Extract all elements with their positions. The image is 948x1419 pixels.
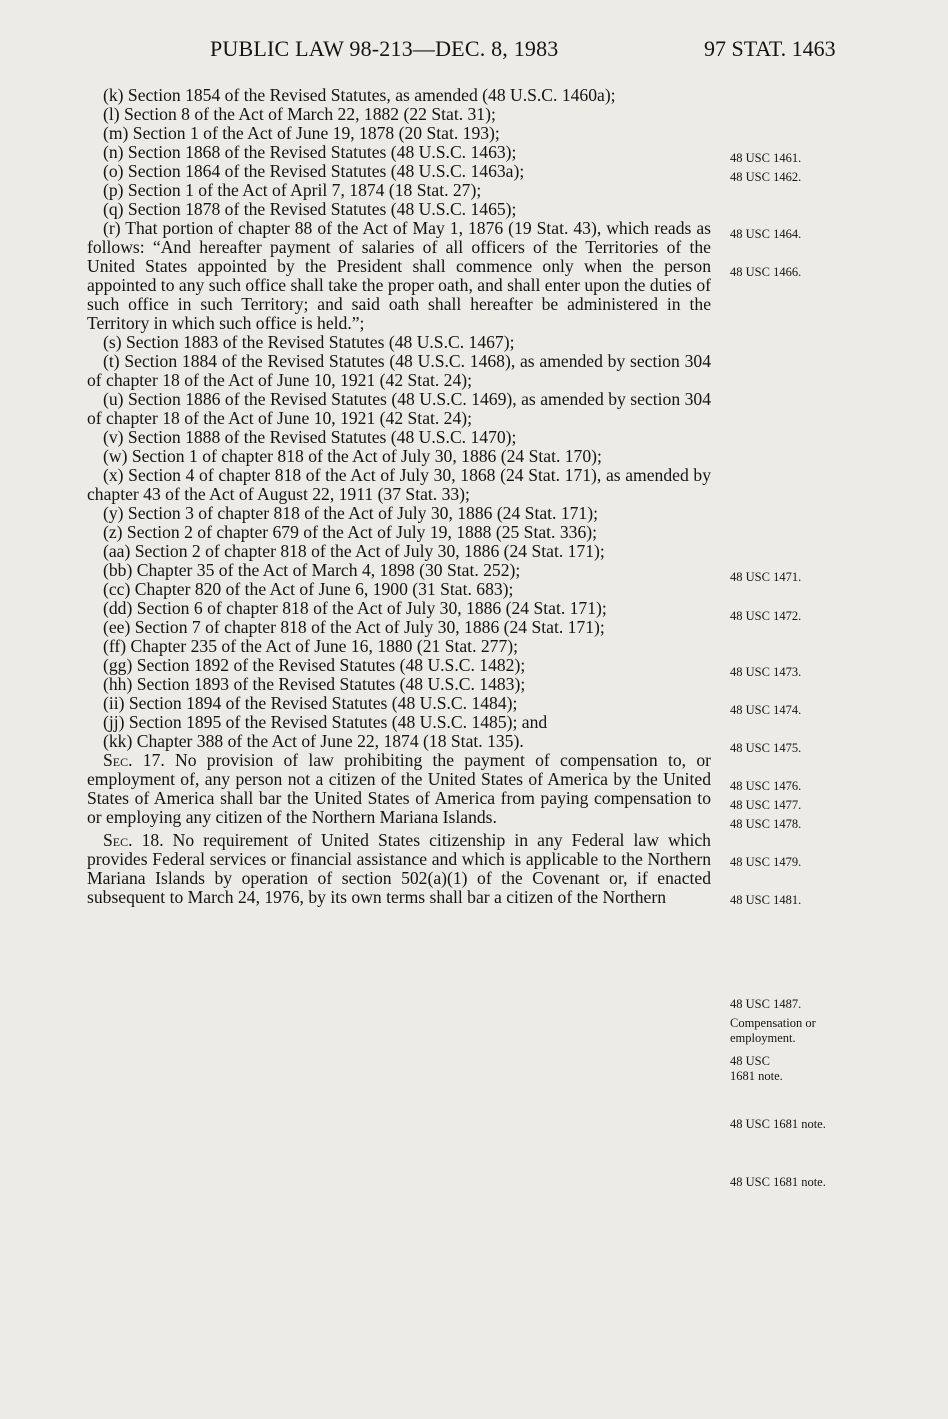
margin-note: 48 USC 1477. [730, 798, 802, 812]
margin-note: 48 USC 1476. [730, 779, 802, 793]
body-text [87, 86, 711, 907]
list-item: (w) Section 1 of chapter 818 of the Act of July 30, 1886 (24 Stat. 170); [103, 446, 602, 466]
list-item: (k) Section 1854 of the Revised Statutes, as amended (48 U.S.C. 1460a); [103, 85, 616, 105]
list-item: (u) Section 1886 of the Revised Statutes (48 U.S.C. 1469), as amended by section 304 of chapter 18 of the Act of June 10, 1921 (42 Stat. 24); [87, 389, 711, 428]
list-item: (aa) Section 2 of chapter 818 of the Act of July 30, 1886 (24 Stat. 171); [103, 541, 605, 561]
list-item: (v) Section 1888 of the Revised Statutes (48 U.S.C. 1470); [103, 427, 517, 447]
list-item: (s) Section 1883 of the Revised Statutes (48 U.S.C. 1467); [103, 332, 515, 352]
list-item: (n) Section 1868 of the Revised Statutes (48 U.S.C. 1463); [103, 142, 517, 162]
list-item: (y) Section 3 of chapter 818 of the Act of July 30, 1886 (24 Stat. 171); [103, 503, 598, 523]
list-item: (jj) Section 1895 of the Revised Statutes (48 U.S.C. 1485); and [103, 712, 548, 732]
margin-note: 48 USC 1474. [730, 703, 802, 717]
list-item: (z) Section 2 of chapter 679 of the Act of July 19, 1888 (25 Stat. 336); [103, 522, 597, 542]
section-18-text: No requirement of United States citizenship in any Federal law which provides Federal services or financial assistance and which is applicable to the Northern Mariana Islands by operation of section 502(a)(1) of the Covenant or, if enacted subsequent to March 24, 1976, by its own terms shall bar a citizen of the Northern [87, 830, 711, 907]
margin-note: 48 USC 1681 note. [730, 1054, 783, 1083]
margin-note: 48 USC 1466. [730, 265, 802, 279]
list-item: (dd) Section 6 of chapter 818 of the Act of July 30, 1886 (24 Stat. 171); [103, 598, 607, 618]
list-item: (t) Section 1884 of the Revised Statutes (48 U.S.C. 1468), as amended by section 304 of chapter 18 of the Act of June 10, 1921 (42 Stat. 24); [87, 351, 711, 390]
margin-note: 48 USC 1471. [730, 570, 802, 584]
list-item: (hh) Section 1893 of the Revised Statutes (48 U.S.C. 1483); [103, 674, 526, 694]
list-item: (m) Section 1 of the Act of June 19, 1878 (20 Stat. 193); [103, 123, 500, 143]
margin-note: 48 USC 1461. [730, 151, 802, 165]
list-item: (ff) Chapter 235 of the Act of June 16, 1880 (21 Stat. 277); [103, 636, 519, 656]
margin-note: 48 USC 1475. [730, 741, 802, 755]
header-stat-citation: 97 STAT. 1463 [704, 36, 836, 61]
section-18 [87, 831, 711, 907]
margin-note-compensation: Compensation or employment. [730, 1016, 816, 1045]
section-18-label: Sec. 18. [103, 830, 164, 850]
margin-note: 48 USC 1462. [730, 170, 802, 184]
margin-note: 48 USC 1473. [730, 665, 802, 679]
margin-note: 48 USC 1681 note. [730, 1175, 826, 1189]
list-item: (kk) Chapter 388 of the Act of June 22, 1874 (18 Stat. 135). [103, 731, 524, 751]
list-item: (p) Section 1 of the Act of April 7, 1874 (18 Stat. 27); [103, 180, 482, 200]
list-item: (o) Section 1864 of the Revised Statutes (48 U.S.C. 1463a); [103, 161, 525, 181]
list-item: (r) That portion of chapter 88 of the Act of May 1, 1876 (19 Stat. 43), which reads as follows: “And hereafter payment of salaries of all officers of the Territories of the United States appointed by the President shall commence only when the person appointed to any such office shall take the proper oath, and shall enter upon the duties of such office in such Territory; and said oath shall hereafter be administered in the Territory in which such office is held.”; [87, 218, 711, 333]
section-17-label: Sec. 17. [103, 750, 165, 770]
section-17-text: No provision of law prohibiting the payment of compensation to, or employment of, any person not a citizen of the United States of America by the United States of America shall bar the United States of America from paying compensation to or employing any citizen of the Northern Mariana Islands. [87, 750, 711, 827]
margin-note: 48 USC 1464. [730, 227, 802, 241]
margin-note: 48 USC 1481. [730, 893, 802, 907]
list-item: (cc) Chapter 820 of the Act of June 6, 1900 (31 Stat. 683); [103, 579, 514, 599]
list-item: (l) Section 8 of the Act of March 22, 1882 (22 Stat. 31); [103, 104, 496, 124]
header-title: PUBLIC LAW 98-213—DEC. 8, 1983 [210, 36, 559, 61]
list-item: (bb) Chapter 35 of the Act of March 4, 1898 (30 Stat. 252); [103, 560, 521, 580]
list-item: (gg) Section 1892 of the Revised Statutes (48 U.S.C. 1482); [103, 655, 526, 675]
margin-note: 48 USC 1487. [730, 997, 802, 1011]
page-header [0, 36, 948, 66]
margin-note: 48 USC 1681 note. [730, 1117, 826, 1131]
list-item: (x) Section 4 of chapter 818 of the Act of July 30, 1868 (24 Stat. 171), as amended by chapter 43 of the Act of August 22, 1911 (37 Stat. 33); [87, 465, 711, 504]
margin-note: 48 USC 1478. [730, 817, 802, 831]
section-17 [87, 751, 711, 827]
list-item: (ii) Section 1894 of the Revised Statutes (48 U.S.C. 1484); [103, 693, 518, 713]
list-item: (ee) Section 7 of chapter 818 of the Act of July 30, 1886 (24 Stat. 171); [103, 617, 605, 637]
margin-note: 48 USC 1472. [730, 609, 802, 623]
list-item: (q) Section 1878 of the Revised Statutes (48 U.S.C. 1465); [103, 199, 517, 219]
margin-note: 48 USC 1479. [730, 855, 802, 869]
